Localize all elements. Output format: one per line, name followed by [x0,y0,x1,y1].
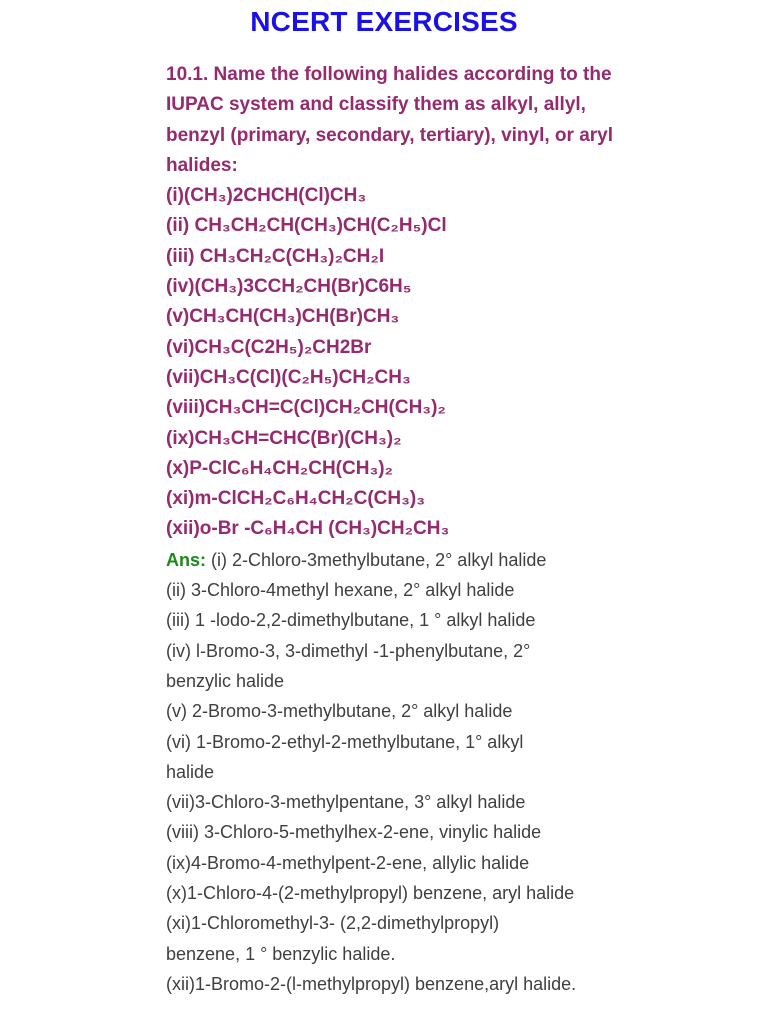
formula-item: (ix)CH₃CH=CHC(Br)(CH₃)₂ [166,427,402,449]
answer-line: (v) 2-Bromo-3-methylbutane, 2° alkyl halide [166,701,513,722]
answer-line: (iv) l-Bromo-3, 3-dimethyl -1-phenylbutane, 2° [166,640,531,661]
formula-item: (iv)(CH₃)3CCH₂CH(Br)C6H₅ [166,276,412,298]
answer-line: (ix)4-Bromo-4-methylpent-2-ene, allylic halide [166,852,530,873]
answer-line [166,545,746,575]
exercise-content [166,60,746,999]
formula-item: (xii)o-Br -C₆H₄CH (CH₃)CH₂CH₃ [166,518,450,540]
answer-line: (xi)1-Chloromethyl-3- (2,2-dimethylpropyl) [166,913,500,934]
answer-line: benzene, 1 ° benzylic halide. [166,943,396,964]
answer-label: Ans: [166,549,206,570]
answer-line: (iii) 1 -lodo-2,2-dimethylbutane, 1 ° alkyl halide [166,610,536,631]
answer-line: (vii)3-Chloro-3-methylpentane, 3° alkyl halide [166,792,526,813]
question-text-line: IUPAC system and classify them as alkyl, allyl, [166,94,586,116]
formula-item: (viii)CH₃CH=C(Cl)CH₂CH(CH₃)₂ [166,397,446,419]
answer-line: (ii) 3-Chloro-4methyl hexane, 2° alkyl halide [166,580,515,601]
answer-line: (x)1-Chloro-4-(2-methylpropyl) benzene, aryl halide [166,883,575,904]
answer-line: (xii)1-Bromo-2-(l-methylpropyl) benzene,aryl halide. [166,973,577,994]
question-text-line: benzyl (primary, secondary, tertiary), vinyl, or aryl [166,124,614,146]
question-text-line: halides: [166,154,238,176]
page-title: NCERT EXERCISES [250,6,518,37]
formula-item: (vii)CH₃C(Cl)(C₂H₅)CH₂CH₃ [166,366,411,388]
formula-item: (vi)CH₃C(C2H₅)₂CH2Br [166,336,372,358]
answer-block [166,545,746,999]
formula-item: (ii) CH₃CH₂CH(CH₃)CH(C₂H₅)Cl [166,215,447,237]
answer-line: halide [166,761,215,782]
answer-line: (viii) 3-Chloro-5-methylhex-2-ene, vinylic halide [166,822,542,843]
answer-line: benzylic halide [166,670,285,691]
formula-item: (xi)m-ClCH₂C₆H₄CH₂C(CH₃)₃ [166,488,426,510]
question-block [166,60,746,545]
question-text-line: 10.1. Name the following halides according to the [166,64,612,85]
formula-item: (x)P-ClC₆H₄CH₂CH(CH₃)₂ [166,457,393,479]
formula-item: (i)(CH₃)2CHCH(Cl)CH₃ [166,185,367,207]
answer-text: (i) 2-Chloro-3methylbutane, 2° alkyl halide [206,549,547,570]
answer-line: (vi) 1-Bromo-2-ethyl-2-methylbutane, 1° alkyl [166,731,524,752]
formula-item: (iii) CH₃CH₂C(CH₃)₂CH₂I [166,245,385,267]
formula-item: (v)CH₃CH(CH₃)CH(Br)CH₃ [166,306,400,328]
